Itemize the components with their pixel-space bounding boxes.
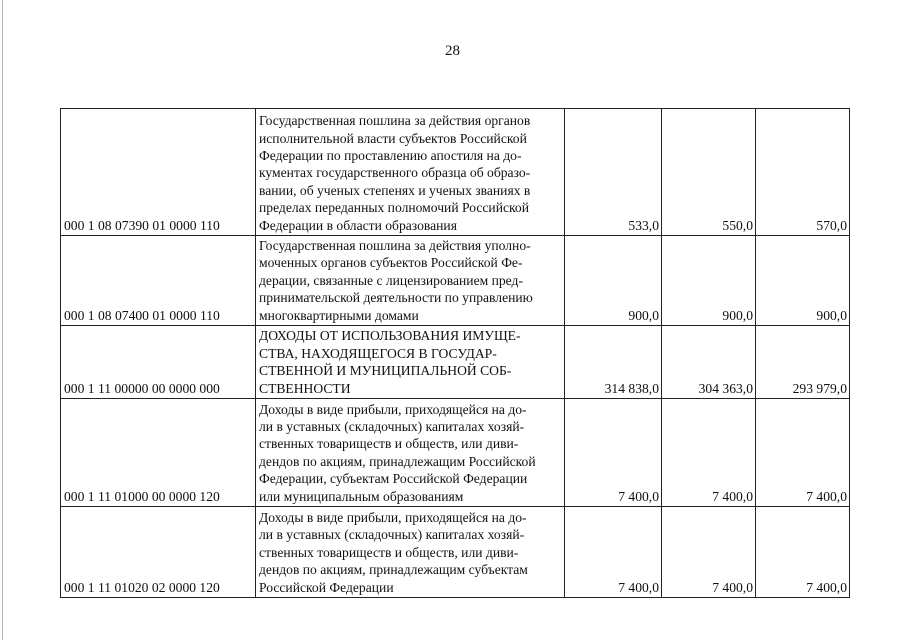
- value-year-1: 7 400,0: [565, 399, 662, 507]
- revenue-description: [256, 507, 565, 598]
- value-year-1: 7 400,0: [565, 507, 662, 598]
- description-line: ДОХОДЫ ОТ ИСПОЛЬЗОВАНИЯ ИМУЩЕ-: [259, 328, 521, 344]
- description-line: моченных органов субъектов Российской Фе-: [259, 255, 523, 271]
- revenue-description: [256, 109, 565, 236]
- value-year-3: 293 979,0: [756, 326, 850, 399]
- description-line: Федерации по проставлению апостиля на до-: [259, 147, 522, 163]
- description-line: кументах государственного образца об образо-: [259, 165, 531, 181]
- description-line: исполнительной власти субъектов Российской: [259, 130, 527, 146]
- description-line: Федерации, субъектам Российской Федерации: [259, 471, 528, 487]
- budget-code: 000 1 08 07390 01 0000 110: [61, 109, 256, 236]
- description-line: дендов по акциям, принадлежащим субъектам: [259, 562, 528, 578]
- description-line: ственных товариществ и обществ, или диви-: [259, 544, 519, 560]
- value-year-1: 900,0: [565, 236, 662, 326]
- page-number: 28: [445, 43, 460, 59]
- description-line: вании, об ученых степенях и ученых званиях в: [259, 182, 531, 198]
- value-year-3: 570,0: [756, 109, 850, 236]
- revenue-table: [60, 108, 850, 598]
- value-year-2: 900,0: [662, 236, 756, 326]
- description-line: пределах переданных полномочий Российской: [259, 200, 529, 216]
- revenue-description: [256, 399, 565, 507]
- budget-code: 000 1 11 01000 00 0000 120: [61, 399, 256, 507]
- value-year-3: 900,0: [756, 236, 850, 326]
- description-line: или муниципальным образованиям: [259, 488, 464, 504]
- description-line: Государственная пошлина за действия органов: [259, 113, 531, 129]
- description-line: ли в уставных (складочных) капиталах хозяй-: [259, 527, 525, 543]
- value-year-1: 314 838,0: [565, 326, 662, 399]
- table-row: [61, 507, 850, 598]
- budget-code: 000 1 11 01020 02 0000 120: [61, 507, 256, 598]
- description-line: СТВЕННОСТИ: [259, 380, 351, 396]
- description-line: принимательской деятельности по управлению: [259, 290, 533, 306]
- budget-code: 000 1 11 00000 00 0000 000: [61, 326, 256, 399]
- description-line: Федерации в области образования: [259, 217, 457, 233]
- description-line: дерации, связанные с лицензированием пред-: [259, 272, 523, 288]
- description-line: дендов по акциям, принадлежащим Российской: [259, 453, 536, 469]
- description-line: Доходы в виде прибыли, приходящейся на до-: [259, 509, 527, 525]
- revenue-description: [256, 236, 565, 326]
- value-year-3: 7 400,0: [756, 399, 850, 507]
- description-line: Государственная пошлина за действия уполно-: [259, 237, 531, 253]
- value-year-2: 7 400,0: [662, 507, 756, 598]
- value-year-2: 550,0: [662, 109, 756, 236]
- value-year-1: 533,0: [565, 109, 662, 236]
- table-row: [61, 326, 850, 399]
- description-line: СТВЕННОЙ И МУНИЦИПАЛЬНОЙ СОБ-: [259, 363, 512, 379]
- value-year-2: 304 363,0: [662, 326, 756, 399]
- description-line: ственных товариществ и обществ, или диви-: [259, 436, 519, 452]
- value-year-3: 7 400,0: [756, 507, 850, 598]
- description-line: многоквартирными домами: [259, 307, 419, 323]
- budget-code: 000 1 08 07400 01 0000 110: [61, 236, 256, 326]
- table-row: [61, 109, 850, 236]
- description-line: ли в уставных (складочных) капиталах хозяй-: [259, 418, 525, 434]
- table-row: [61, 399, 850, 507]
- revenue-description: [256, 326, 565, 399]
- value-year-2: 7 400,0: [662, 399, 756, 507]
- page-edge-line: [2, 0, 3, 640]
- table-row: [61, 236, 850, 326]
- description-line: Российской Федерации: [259, 579, 394, 595]
- description-line: Доходы в виде прибыли, приходящейся на до-: [259, 401, 527, 417]
- description-line: СТВА, НАХОДЯЩЕГОСЯ В ГОСУДАР-: [259, 345, 497, 361]
